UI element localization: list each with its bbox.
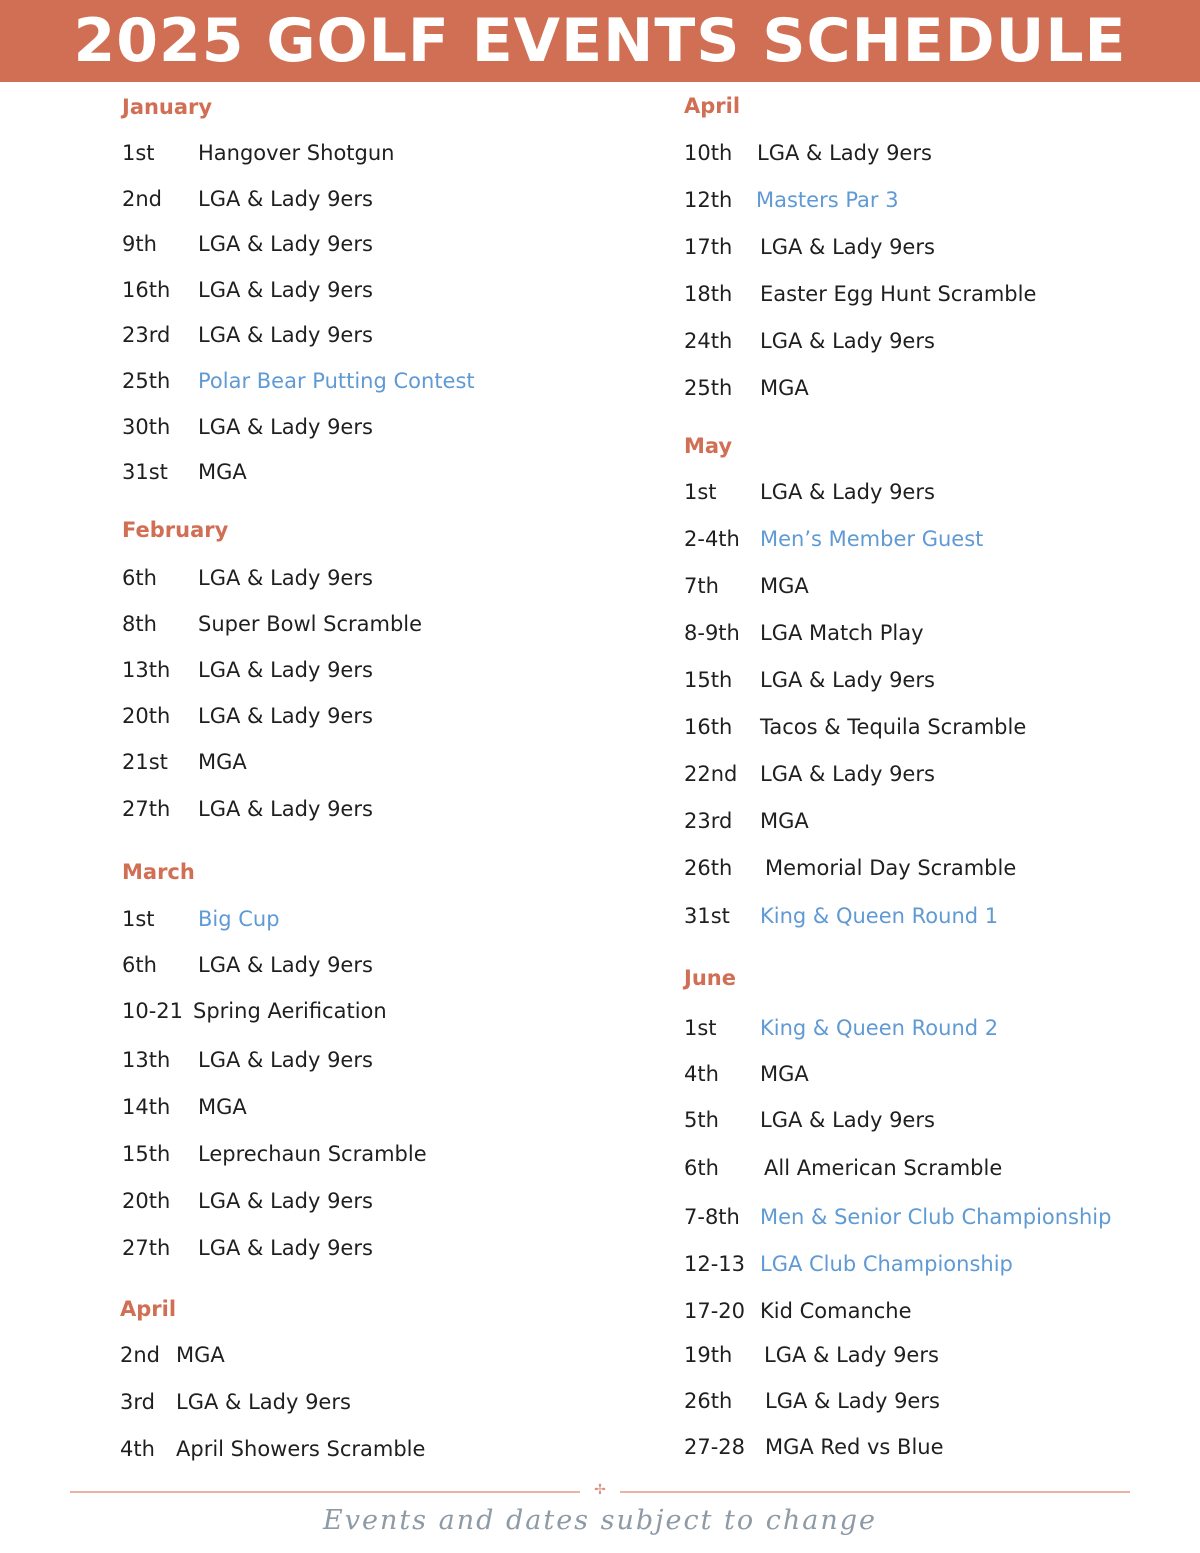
event-date: 2nd — [122, 187, 163, 211]
event-date: 19th — [684, 1343, 733, 1367]
footer-note: Events and dates subject to change — [323, 1505, 877, 1536]
event-date: 2-4th — [684, 527, 740, 551]
featured-event-name: Polar Bear Putting Contest — [198, 369, 475, 393]
event-date: 27th — [122, 797, 171, 821]
event-name: LGA Match Play — [760, 621, 924, 645]
event-name: LGA & Lady 9ers — [764, 1343, 939, 1367]
event-name: LGA & Lady 9ers — [760, 480, 935, 504]
event-name: LGA & Lady 9ers — [198, 415, 373, 439]
event-name: LGA & Lady 9ers — [760, 668, 935, 692]
event-name: Easter Egg Hunt Scramble — [760, 282, 1037, 306]
event-date: 6th — [684, 1156, 719, 1180]
event-name: MGA — [198, 460, 247, 484]
featured-event-name: Big Cup — [198, 907, 280, 931]
featured-event-name: Men & Senior Club Championship — [760, 1205, 1112, 1229]
event-date: 20th — [122, 704, 171, 728]
event-date: 18th — [684, 282, 733, 306]
event-date: 12th — [684, 188, 733, 212]
event-date: 14th — [122, 1095, 171, 1119]
event-name: MGA — [760, 1062, 809, 1086]
event-date: 1st — [684, 1016, 717, 1040]
event-date: 1st — [122, 141, 155, 165]
event-date: 8th — [122, 612, 157, 636]
event-date: 15th — [684, 668, 733, 692]
event-name: LGA & Lady 9ers — [198, 566, 373, 590]
event-name: LGA & Lady 9ers — [198, 1189, 373, 1213]
event-name: April Showers Scramble — [176, 1437, 426, 1461]
footer-divider-right — [620, 1491, 1130, 1493]
event-date: 3rd — [120, 1390, 155, 1414]
event-date: 27th — [122, 1236, 171, 1260]
event-date: 10th — [684, 141, 733, 165]
event-name: LGA & Lady 9ers — [760, 762, 935, 786]
event-name: MGA Red vs Blue — [765, 1435, 944, 1459]
event-date: 30th — [122, 415, 171, 439]
event-date: 2nd — [120, 1343, 161, 1367]
event-date: 1st — [684, 480, 717, 504]
event-date: 13th — [122, 658, 171, 682]
event-name: LGA & Lady 9ers — [198, 658, 373, 682]
event-date: 16th — [684, 715, 733, 739]
event-name: LGA & Lady 9ers — [760, 1108, 935, 1132]
event-date: 26th — [684, 1389, 733, 1413]
title-banner — [0, 0, 1200, 82]
featured-event-name: King & Queen Round 2 — [760, 1016, 999, 1040]
event-name: LGA & Lady 9ers — [198, 704, 373, 728]
month-heading-march: March — [122, 860, 195, 884]
event-name: Spring Aerification — [193, 999, 387, 1023]
event-date: 25th — [122, 369, 171, 393]
event-name: Tacos & Tequila Scramble — [760, 715, 1027, 739]
event-date: 17-20 — [684, 1299, 746, 1323]
event-name: Super Bowl Scramble — [198, 612, 423, 636]
event-date: 23rd — [122, 323, 171, 347]
event-date: 7-8th — [684, 1205, 740, 1229]
event-name: LGA & Lady 9ers — [198, 953, 373, 977]
event-name: LGA & Lady 9ers — [176, 1390, 351, 1414]
month-heading-february: February — [122, 518, 229, 542]
event-date: 1st — [122, 907, 155, 931]
event-date: 17th — [684, 235, 733, 259]
event-date: 24th — [684, 329, 733, 353]
featured-event-name: King & Queen Round 1 — [760, 904, 999, 928]
month-heading-april: April — [684, 94, 741, 118]
featured-event-name: Men’s Member Guest — [760, 527, 984, 551]
event-name: LGA & Lady 9ers — [198, 232, 373, 256]
month-heading-april: April — [120, 1297, 177, 1321]
event-name: LGA & Lady 9ers — [760, 235, 935, 259]
event-date: 25th — [684, 376, 733, 400]
event-date: 23rd — [684, 809, 733, 833]
event-date: 26th — [684, 856, 733, 880]
event-name: LGA & Lady 9ers — [198, 1048, 373, 1072]
event-name: Hangover Shotgun — [198, 141, 395, 165]
event-date: 4th — [120, 1437, 155, 1461]
event-name: LGA & Lady 9ers — [198, 323, 373, 347]
page-title: 2025 GOLF EVENTS SCHEDULE — [73, 6, 1127, 76]
event-date: 16th — [122, 278, 171, 302]
featured-event-name: Masters Par 3 — [756, 188, 899, 212]
event-name: LGA & Lady 9ers — [757, 141, 932, 165]
event-name: LGA & Lady 9ers — [198, 187, 373, 211]
event-date: 12-13 — [684, 1252, 746, 1276]
event-date: 20th — [122, 1189, 171, 1213]
event-date: 31st — [122, 460, 168, 484]
month-heading-june: June — [684, 966, 736, 990]
event-name: MGA — [760, 809, 809, 833]
event-date: 5th — [684, 1108, 719, 1132]
featured-event-name: LGA Club Championship — [760, 1252, 1013, 1276]
event-date: 13th — [122, 1048, 171, 1072]
event-date: 27-28 — [684, 1435, 746, 1459]
event-date: 21st — [122, 750, 168, 774]
event-date: 10-21 — [122, 999, 184, 1023]
event-name: LGA & Lady 9ers — [198, 278, 373, 302]
event-name: MGA — [760, 574, 809, 598]
event-name: MGA — [176, 1343, 225, 1367]
event-date: 31st — [684, 904, 730, 928]
event-date: 8-9th — [684, 621, 740, 645]
event-date: 7th — [684, 574, 719, 598]
event-date: 6th — [122, 953, 157, 977]
event-date: 6th — [122, 566, 157, 590]
event-name: Kid Comanche — [760, 1299, 912, 1323]
event-name: LGA & Lady 9ers — [198, 797, 373, 821]
star-ornament-icon: ✢ — [594, 1482, 606, 1498]
event-date: 22nd — [684, 762, 738, 786]
event-name: LGA & Lady 9ers — [198, 1236, 373, 1260]
event-date: 15th — [122, 1142, 171, 1166]
event-name: MGA — [760, 376, 809, 400]
event-name: LGA & Lady 9ers — [765, 1389, 940, 1413]
event-name: MGA — [198, 1095, 247, 1119]
event-name: LGA & Lady 9ers — [760, 329, 935, 353]
event-name: Leprechaun Scramble — [198, 1142, 427, 1166]
event-date: 9th — [122, 232, 157, 256]
month-heading-january: January — [122, 95, 213, 119]
event-name: All American Scramble — [764, 1156, 1003, 1180]
month-heading-may: May — [684, 434, 733, 458]
event-name: MGA — [198, 750, 247, 774]
event-name: Memorial Day Scramble — [765, 856, 1017, 880]
event-date: 4th — [684, 1062, 719, 1086]
footer-divider-left — [70, 1491, 580, 1493]
